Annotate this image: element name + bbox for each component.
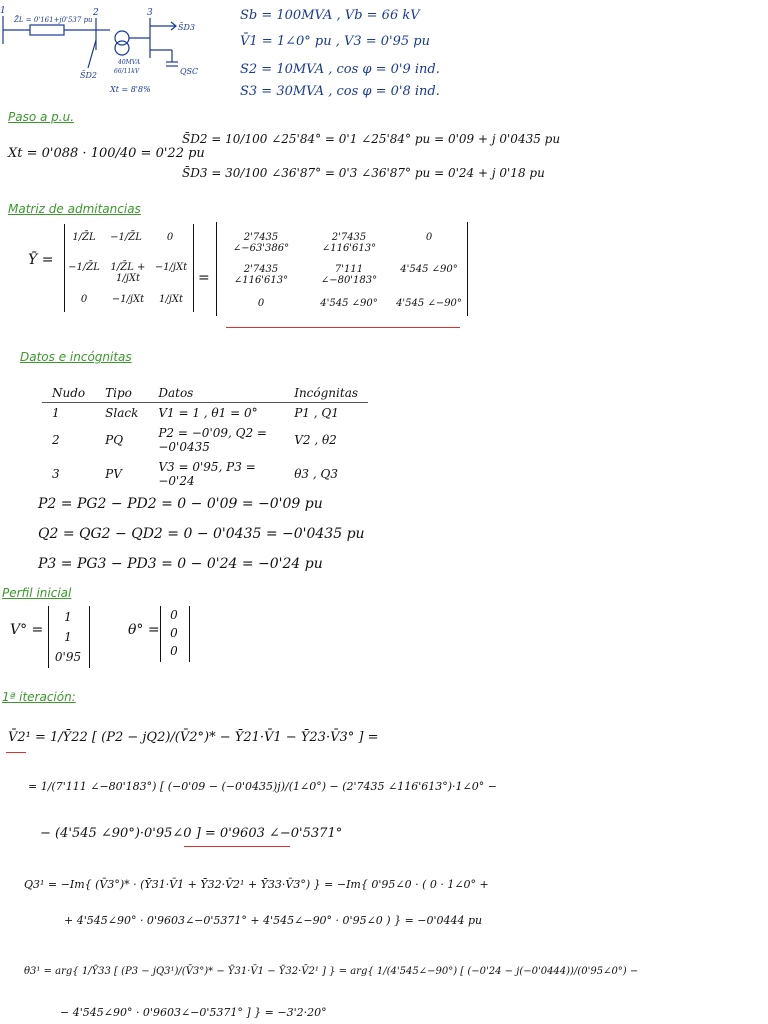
section-heading-datos: Datos e incógnitas [20, 350, 132, 364]
num-r3c3: 4'545 ∠−90° [396, 298, 462, 309]
cell: 2 [52, 433, 60, 447]
cell: P2 = −0'09, Q2 = −0'0435 [158, 426, 267, 454]
v-initial-label: V° = [10, 622, 44, 638]
sym-r3c3: 1/jXt [159, 294, 183, 305]
xt-label: Xt = 8'8% [110, 85, 151, 94]
cell: θ3 , Q3 [294, 467, 338, 481]
sd2-label: S̄D2 [80, 71, 97, 80]
givens-line-2: V̄1 = 1∠0° pu , V3 = 0'95 pu [240, 34, 431, 49]
admittance-equals: = [198, 270, 210, 286]
v2-line-3: − (4'545 ∠90°)·0'95∠0 ] = 0'9603 ∠−0'5371° [40, 826, 343, 841]
v2-line-2: = 1/(7'111 ∠−80'183°) [ (−0'09 − (−0'0435)j)/(1∠0°) − (2'7435 ∠116'613°)·1∠0° − [28, 780, 497, 793]
num-r1c3: 0 [425, 232, 433, 243]
theta-initial-label: θ° = [128, 622, 160, 638]
num-r1c2: 2'7435 ∠116'613° [321, 232, 377, 254]
cell: 3 [52, 467, 60, 481]
theta-initial-2: 0 [170, 626, 178, 640]
col-header-datos: Datos [148, 384, 284, 403]
cell: PQ [105, 433, 124, 447]
sym-r1c3: 0 [166, 232, 174, 243]
circuit-diagram [0, 0, 235, 100]
transformer-rating: 40MVA [118, 59, 141, 66]
sym-r3c1: 0 [80, 294, 88, 305]
theta3-line-2: − 4'545∠90° · 0'9603∠−0'5371° ] } = −3'2·20° [60, 1006, 327, 1019]
cell: PV [105, 467, 122, 481]
section-heading-perfil: Perfil inicial [2, 586, 72, 600]
sym-r1c1: 1/Z̄L [72, 232, 96, 243]
sym-r2c2: 1/Z̄L + 1/jXt [110, 262, 146, 284]
table-row [42, 403, 368, 424]
col-header-incognitas: Incógnitas [284, 384, 368, 403]
sd3-equation: S̄D3 = 30/100 ∠36'87° = 0'3 ∠36'87° pu = 0'24 + j 0'18 pu [182, 166, 545, 180]
num-r3c2: 4'545 ∠90° [320, 298, 378, 309]
p3-equation: P3 = PG3 − PD3 = 0 − 0'24 = −0'24 pu [38, 556, 323, 572]
q2-equation: Q2 = QG2 − QD2 = 0 − 0'0435 = −0'0435 pu [38, 526, 365, 542]
q3-line-2: + 4'545∠90° · 0'9603∠−0'5371° + 4'545∠−90° · 0'95∠0 ) } = −0'0444 pu [64, 914, 483, 927]
cell: V1 = 1 , θ1 = 0° [158, 406, 258, 420]
theta-initial-1: 0 [170, 608, 178, 622]
col-header-nudo: Nudo [42, 384, 95, 403]
v2-underline [6, 752, 26, 753]
v2-result-underline [184, 846, 290, 847]
givens-line-4: S3 = 30MVA , cos φ = 0'8 ind. [240, 84, 440, 99]
theta3-line-1: θ3¹ = arg{ 1/Ȳ33 [ (P3 − jQ3¹)/(V̄3°)* − Ȳ31·V̄1 − Ȳ32·V̄2¹ ] } = arg{ 1/(4'545∠−90°) [ (−0'24 − j(−0'0444))/(0'95∠0°) − [24, 966, 639, 977]
col-header-tipo: Tipo [95, 384, 148, 403]
cell: P1 , Q1 [294, 406, 339, 420]
q3-line-1: Q3¹ = −Im{ (V̄3°)* · (Ȳ31·V̄1 + Ȳ32·V̄2¹ + Ȳ33·V̄3°) } = −Im{ 0'95∠0 · ( 0 · 1∠0° + [24, 878, 489, 891]
line-impedance-label: Z̄L = 0'161+j0'537 pu [14, 16, 93, 24]
sym-r1c2: −1/Z̄L [110, 232, 142, 243]
section-heading-pu: Paso a p.u. [8, 110, 75, 124]
sd3-label: S̄D3 [178, 23, 195, 32]
theta-initial-3: 0 [170, 644, 178, 658]
xt-equation: Xt = 0'088 · 100/40 = 0'22 pu [8, 146, 205, 161]
num-r2c1: 2'7435 ∠116'613° [233, 264, 289, 286]
givens-line-3: S2 = 10MVA , cos φ = 0'9 ind. [240, 62, 440, 77]
qsc-label: QSC [180, 67, 199, 76]
transformer-ratio: 66/11kV [114, 68, 140, 75]
sym-r3c2: −1/jXt [111, 294, 145, 305]
cell: 1 [52, 406, 60, 420]
givens-line-1: Sb = 100MVA , Vb = 66 kV [240, 8, 420, 23]
num-r3c1: 0 [257, 298, 265, 309]
bus3-label: 3 [147, 8, 153, 18]
sd2-equation: S̄D2 = 10/100 ∠25'84° = 0'1 ∠25'84° pu = 0'09 + j 0'0435 pu [182, 132, 561, 146]
admittance-lhs: Ȳ = [28, 252, 54, 268]
section-heading-iteracion: 1ª iteración: [2, 690, 76, 704]
bus1-label: 1 [0, 6, 6, 16]
bus2-label: 2 [93, 8, 99, 18]
num-r2c3: 4'545 ∠90° [400, 264, 458, 275]
num-r2c2: 7'111 ∠−80'183° [320, 264, 378, 286]
num-r1c1: 2'7435 ∠−63'386° [232, 232, 290, 254]
bus-data-table [42, 384, 368, 491]
sym-r2c3: −1/jXt [154, 262, 188, 273]
v-initial-1: 1 [64, 610, 72, 624]
p2-equation: P2 = PG2 − PD2 = 0 − 0'09 = −0'09 pu [38, 496, 323, 512]
cell: V3 = 0'95, P3 = −0'24 [158, 460, 256, 488]
matrix-underline [226, 327, 460, 328]
v-initial-2: 1 [64, 630, 72, 644]
cell: Slack [105, 406, 139, 420]
v2-equation: V̄2¹ = 1/Ȳ22 [ (P2 − jQ2)/(V̄2°)* − Ȳ21·V̄1 − Ȳ23·V̄3° ] = [8, 730, 379, 745]
section-heading-admittance: Matriz de admitancias [8, 202, 141, 216]
table-row [42, 423, 368, 457]
v-initial-3: 0'95 [54, 650, 82, 664]
cell: V2 , θ2 [294, 433, 337, 447]
sym-r2c1: −1/Z̄L [68, 262, 100, 273]
table-row [42, 457, 368, 491]
